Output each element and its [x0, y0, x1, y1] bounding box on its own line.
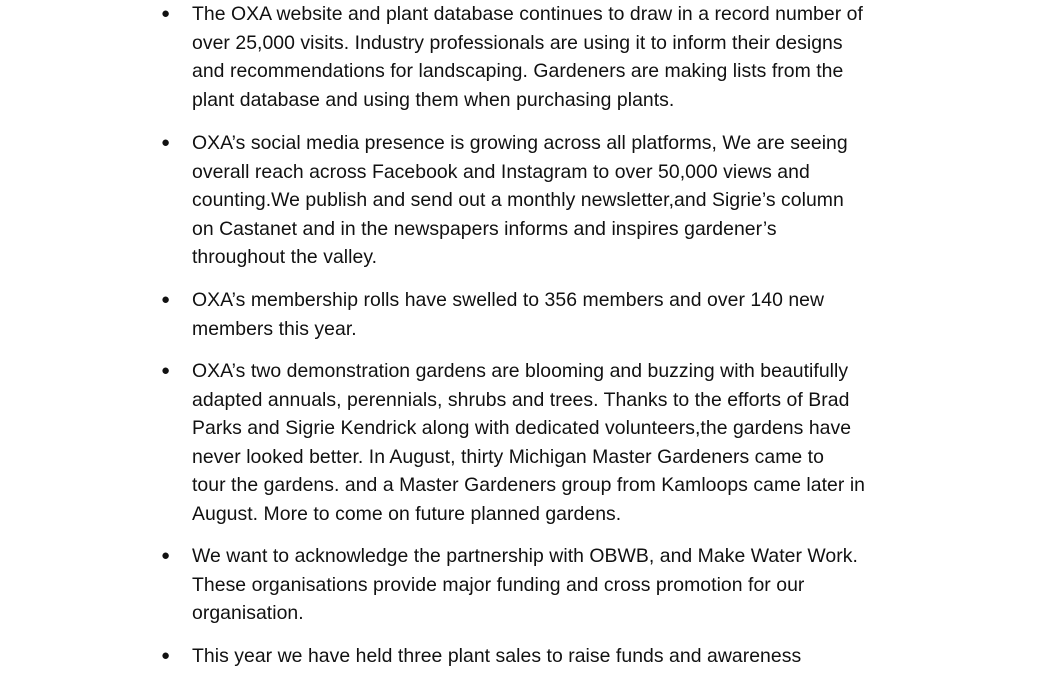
- bullet-icon: ●: [161, 647, 171, 664]
- bullet-icon: ●: [161, 547, 171, 564]
- bullet-text: [192, 357, 932, 529]
- text-line: members this year.: [192, 317, 357, 340]
- text-line: We want to acknowledge the partnership with OBWB, and Make Water Work.: [192, 545, 858, 567]
- text-line: OXA’s membership rolls have swelled to 356 members and over 140 new: [192, 289, 825, 311]
- text-line: Parks and Sigrie Kendrick along with dedicated volunteers,the gardens have: [192, 417, 852, 440]
- bullet-icon: ●: [161, 5, 171, 22]
- bullet-text: [192, 0, 932, 114]
- text-line: and recommendations for landscaping. Gardeners are making lists from the: [192, 60, 844, 83]
- bullet-text: [192, 642, 932, 671]
- text-line: August. More to come on future planned gardens.: [192, 502, 622, 525]
- text-line: The OXA website and plant database continues to draw in a record number of: [192, 3, 863, 25]
- bullet-text: [192, 286, 932, 343]
- bullet-icon: ●: [161, 134, 171, 151]
- text-line: overall reach across Facebook and Instagram to over 50,000 views and: [192, 160, 810, 183]
- bullet-text: [192, 542, 932, 628]
- text-line: on Castanet and in the newspapers informs and inspires gardener’s: [192, 217, 777, 240]
- bullet-icon: ●: [161, 362, 171, 379]
- bullet-text: [192, 129, 932, 272]
- text-line: organisation.: [192, 602, 304, 625]
- text-line: tour the gardens. and a Master Gardeners group from Kamloops came later in: [192, 474, 866, 497]
- text-line: adapted annuals, perennials, shrubs and trees. Thanks to the efforts of Brad: [192, 388, 850, 411]
- bullet-icon: ●: [161, 291, 171, 308]
- text-line: counting.We publish and send out a monthly newsletter,and Sigrie’s column: [192, 189, 844, 212]
- text-line: plant database and using them when purchasing plants.: [192, 88, 675, 111]
- text-line: These organisations provide major funding and cross promotion for our: [192, 573, 805, 596]
- text-line: throughout the valley.: [192, 246, 378, 269]
- text-line: OXA’s two demonstration gardens are blooming and buzzing with beautifully: [192, 360, 849, 382]
- text-line: This year we have held three plant sales to raise funds and awareness: [192, 645, 802, 667]
- text-line: never looked better. In August, thirty Michigan Master Gardeners came to: [192, 445, 824, 468]
- text-line: OXA’s social media presence is growing across all platforms, We are seeing: [192, 132, 848, 154]
- text-line: over 25,000 visits. Industry professionals are using it to inform their designs: [192, 31, 843, 54]
